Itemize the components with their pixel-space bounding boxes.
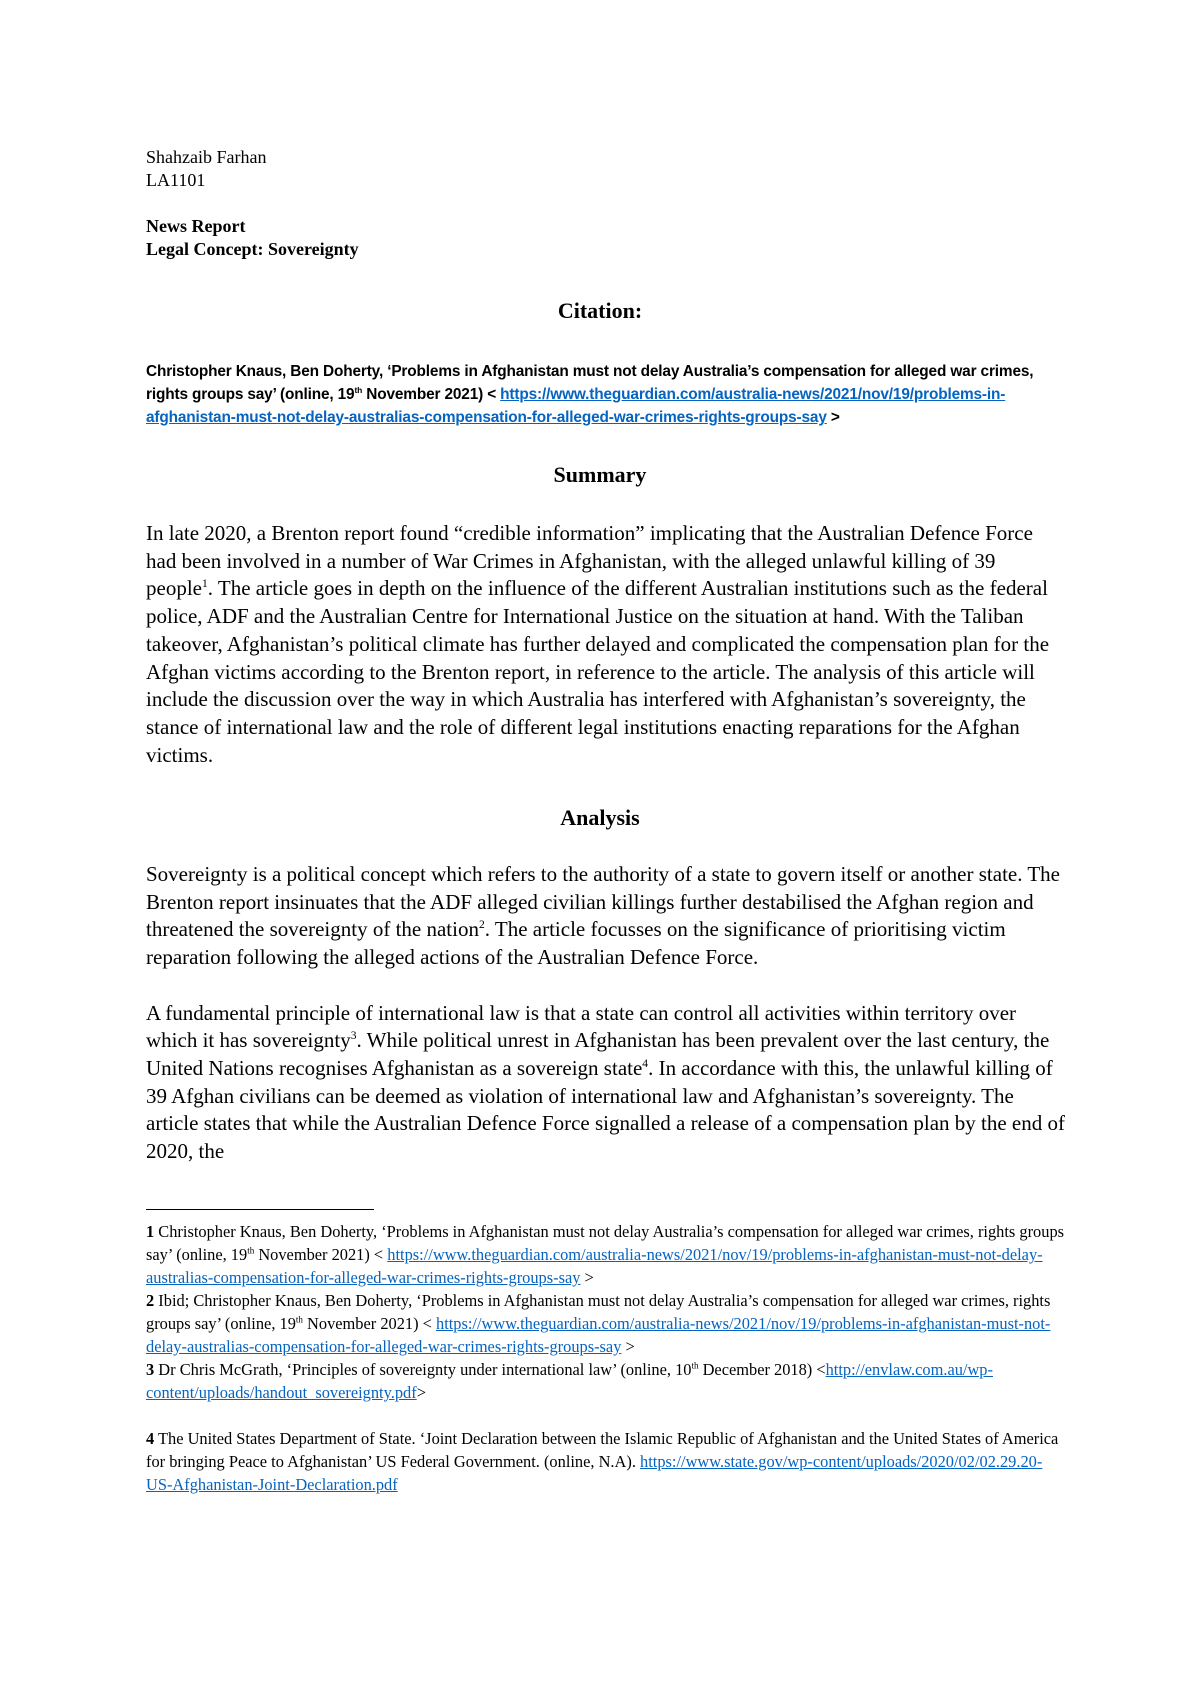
footnote-3-link[interactable]: http://envlaw.com.au/wp-content/uploads/handout_sovereignty.pdf bbox=[146, 1360, 993, 1402]
summary-paragraph: In late 2020, a Brenton report found “credible information” implicating that the Australian Defence Force had been involved in a number of War Crimes in Afghanistan, with the alleged unlawful killing of 39 people$^1$. The article goes in depth on the influence of the different Australian institutions such as the federal police, ADF and the Australian Centre for International Justice on the situation at hand. With the Taliban takeover, Afghanistan’s political climate has further delayed and complicated the compensation plan for the Afghan victims according to the Brenton report, in reference to the article. The analysis of this article will include the discussion over the way in which Australia has interfered with Afghanistan’s sovereignty, the stance of international law and the role of different legal institutions enacting reparations for the Afghan victims. bbox=[146, 521, 1050, 767]
course-code: LA1101 bbox=[146, 170, 206, 190]
analysis-section bbox=[146, 861, 1066, 1166]
footnote-1-link[interactable]: https://www.theguardian.com/australia-news/2021/nov/19/problems-in-afghanistan-must-not-delay-australias-compensation-for-alleged-war-crimes-rights-groups-say bbox=[146, 1245, 1043, 1287]
citation-heading: Citation: bbox=[557, 298, 643, 323]
footnote-ref-4[interactable]: 4 bbox=[642, 1057, 649, 1070]
footnote-4-link[interactable]: https://www.state.gov/wp-content/uploads/2020/02/02.29.20-US-Afghanistan-Joint-Declaration.pdf bbox=[146, 1452, 1043, 1494]
footnote-ref-2[interactable]: 2 bbox=[478, 919, 485, 932]
footnote-2: 2 Ibid; Christopher Knaus, Ben Doherty, ‘Problems in Afghanistan must not delay Australia’s compensation for alleged war crimes, rights groups say’ (online, 19th November 2021) < https://www.theguardian.com/australia-news/2021/nov/19/problems-in-afghanistan-must-not-delay-australias-compensation-for-alleged-war-crimes-rights-groups-say > bbox=[146, 1291, 1051, 1356]
summary-heading: Summary bbox=[553, 462, 647, 487]
legal-concept: Legal Concept: Sovereignty bbox=[146, 239, 359, 259]
citation-superscript: th bbox=[354, 384, 363, 395]
report-type: News Report bbox=[146, 216, 246, 236]
analysis-paragraph-1: Sovereignty is a political concept which refers to the authority of a state to govern itself or another state. The Brenton report insinuates that the ADF alleged civilian killings further destabilised the Afghan region and threatened the sovereignty of the nation$^2$. The article focusses on the significance of prioritising victim reparation following the alleged actions of the Australian Defence Force. bbox=[146, 862, 1060, 970]
document-header bbox=[146, 146, 359, 261]
footnote-separator bbox=[146, 1209, 374, 1210]
summary-section bbox=[146, 520, 1066, 769]
footnotes bbox=[146, 1220, 1066, 1496]
footnote-4: 4 The United States Department of State. ‘Joint Declaration between the Islamic Republic of Afghanistan and the United States of America for bringing Peace to Afghanistan’ US Federal Government. (online, N.A). https://www.state.gov/wp-content/uploads/2020/02/02.29.20-US-Afghanistan-Joint-Declaration.pdf bbox=[146, 1429, 1059, 1494]
author-name: Shahzaib Farhan bbox=[146, 147, 267, 167]
analysis-heading: Analysis bbox=[560, 805, 640, 830]
citation-link[interactable]: https://www.theguardian.com/australia-news/2021/nov/19/problems-in-afghanistan-must-not-delay-australias-compensation-for-alleged-war-crimes-rights-groups-say bbox=[146, 386, 1006, 426]
analysis-paragraph-2: A fundamental principle of international law is that a state can control all activities within territory over which it has sovereignty$^3$. While political unrest in Afghanistan has been prevalent over the last century, the United Nations recognises Afghanistan as a sovereign state$^4$. In accordance with this, the unlawful killing of 39 Afghan civilians can be deemed as violation of international law and Afghanistan’s sovereignty. The article states that while the Australian Defence Force signalled a release of a compensation plan by the end of 2020, the bbox=[146, 1000, 1065, 1164]
footnote-ref-3[interactable]: 3 bbox=[350, 1030, 357, 1043]
footnote-2-link[interactable]: https://www.theguardian.com/australia-news/2021/nov/19/problems-in-afghanistan-must-not-delay-australias-compensation-for-alleged-war-crimes-rights-groups-say bbox=[146, 1314, 1051, 1356]
citation-text: Christopher Knaus, Ben Doherty, ‘Problems in Afghanistan must not delay Australia’s compensation for alleged war crimes, rights groups say’ (online, 19th November 2021) < https://www.theguardian.com/australia-news/2021/nov/19/problems-in-afghanistan-must-not-delay-australias-compensation-for-alleged-war-crimes-rights-groups-say > bbox=[146, 363, 1034, 426]
footnote-1: 1 Christopher Knaus, Ben Doherty, ‘Problems in Afghanistan must not delay Australia’s compensation for alleged war crimes, rights groups say’ (online, 19th November 2021) < https://www.theguardian.com/australia-news/2021/nov/19/problems-in-afghanistan-must-not-delay-australias-compensation-for-alleged-war-crimes-rights-groups-say > bbox=[146, 1222, 1065, 1287]
footnote-3: 3 Dr Chris McGrath, ‘Principles of sovereignty under international law’ (online, 10th December 2018) <http://envlaw.com.au/wp-content/uploads/handout_sovereignty.pdf> bbox=[146, 1360, 993, 1402]
footnote-ref-1[interactable]: 1 bbox=[201, 578, 208, 591]
